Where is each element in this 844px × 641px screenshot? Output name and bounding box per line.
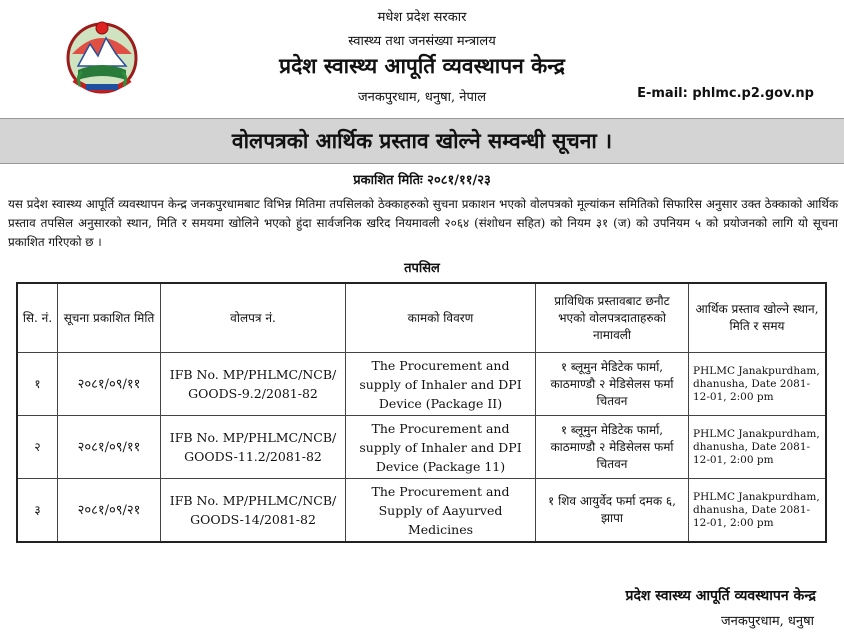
cell-bidders: १ ब्लूमुन मेडिटेक फार्मा, काठमाण्डौ २ मेडिसेलस फर्मा चितवन [536, 416, 689, 479]
cell-work: The Procurement and Supply of Aayurved Medicines [346, 479, 536, 542]
cell-bid-no: IFB No. MP/PHLMC/NCB/ GOODS-11.2/2081-82 [161, 416, 346, 479]
cell-venue: PHLMC Janakpurdham, dhanusha, Date 2081-12-01, 2:00 pm [689, 416, 826, 479]
table-row [18, 479, 826, 542]
header-work: कामको विवरण [346, 284, 536, 353]
table-header-row [18, 284, 826, 353]
government-name: मधेश प्रदेश सरकार [377, 10, 467, 25]
header-notice-date: सूचना प्रकाशित मिति [58, 284, 161, 353]
details-heading: तपसिल [404, 261, 440, 276]
email-address: E-mail: phlmc.p2.gov.np [637, 86, 814, 101]
header-sn: सि. नं. [18, 284, 58, 353]
header-venue: आर्थिक प्रस्ताव खोल्ने स्थान, मिति र समय [689, 284, 826, 353]
table-row [18, 416, 826, 479]
cell-sn: १ [18, 353, 58, 416]
cell-date: २०८१/०९/११ [58, 416, 161, 479]
cell-sn: २ [18, 416, 58, 479]
cell-sn: ३ [18, 479, 58, 542]
cell-work: The Procurement and supply of Inhaler and DPI Device (Package 11) [346, 416, 536, 479]
notice-body: यस प्रदेश स्वास्थ्य आपूर्ति व्यवस्थापन केन्द्र जनकपुरधामबाट विभिन्न मितिमा तपसिलको ठेक्काहरुको सुचना प्रकाशन भएको वोलपत्रको मूल्यांकन समितिको सिफारिस अनुसार उक्त ठेक्काको आर्थिक प्रस्ताव तपसिल अनुसारको स्थान, मिति र समयमा खोलिने भएको हुंदा सार्वजनिक खरिद नियमावली २०६४ (संशोधन सहित) को नियम ३१ (ज) को उपनियम ५ को प्रयोजनको लागि यो सूचना प्रकाशित गरिएको छ । [8, 197, 838, 249]
header-bidders: प्राविधिक प्रस्तावबाट छनौट भएको वोलपत्रदाताहरुको नामावली [536, 284, 689, 353]
cell-work: The Procurement and supply of Inhaler and DPI Device (Package II) [346, 353, 536, 416]
bid-schedule-table [17, 283, 826, 542]
cell-bidders: १ शिव आयुर्वेद फर्मा दमक ६, झापा [536, 479, 689, 542]
cell-bid-no: IFB No. MP/PHLMC/NCB/ GOODS-14/2081-82 [161, 479, 346, 542]
cell-venue: PHLMC Janakpurdham, dhanusha, Date 2081-12-01, 2:00 pm [689, 353, 826, 416]
notice-title: वोलपत्रको आर्थिक प्रस्ताव खोल्ने सम्वन्धी सूचना । [0, 118, 844, 164]
cell-venue: PHLMC Janakpurdham, dhanusha, Date 2081-12-01, 2:00 pm [689, 479, 826, 542]
table-row [18, 353, 826, 416]
cell-bidders: १ ब्लूमुन मेडिटेक फार्मा, काठमाण्डौ २ मेडिसेलस फर्मा चितवन [536, 353, 689, 416]
ministry-name: स्वास्थ्य तथा जनसंख्या मन्त्रालय [348, 34, 496, 49]
cell-date: २०८१/०९/२१ [58, 479, 161, 542]
office-address: जनकपुरधाम, धनुषा, नेपाल [357, 90, 487, 105]
office-name: प्रदेश स्वास्थ्य आपूर्ति व्यवस्थापन केन्द्र [279, 53, 565, 78]
cell-bid-no: IFB No. MP/PHLMC/NCB/ GOODS-9.2/2081-82 [161, 353, 346, 416]
signature-city: जनकपुरधाम, धनुषा [720, 614, 814, 629]
signature-office: प्रदेश स्वास्थ्य आपूर्ति व्यवस्थापन केन्द्र [625, 588, 816, 604]
published-date: प्रकाशित मितिः २०८१/११/२३ [353, 173, 491, 188]
cell-date: २०८१/०९/११ [58, 353, 161, 416]
header-bid-no: वोलपत्र नं. [161, 284, 346, 353]
